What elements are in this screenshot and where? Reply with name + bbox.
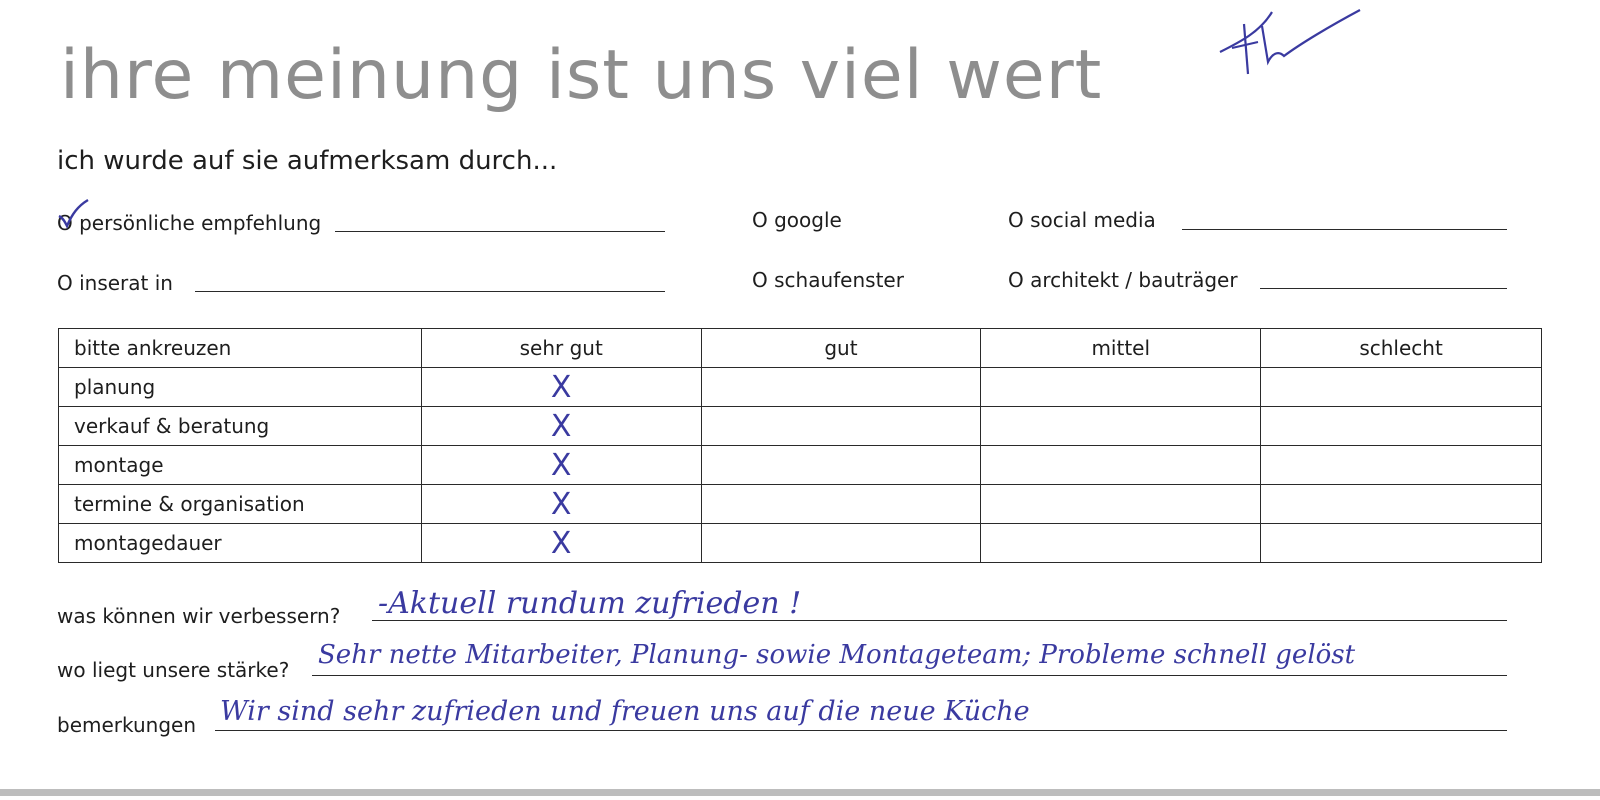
option-advertisement[interactable] <box>57 271 173 295</box>
rating-row-montagedauer <box>59 524 1542 563</box>
form-title: ihre meinung ist uns viel wert <box>60 36 1103 115</box>
rating-cell-medium[interactable] <box>981 368 1261 407</box>
rating-cell-bad[interactable] <box>1261 485 1542 524</box>
rating-row-verkauf <box>59 407 1542 446</box>
rating-header-bad: schlecht <box>1261 329 1542 368</box>
rating-cell-very-good[interactable] <box>421 485 701 524</box>
rating-row-termine <box>59 485 1542 524</box>
option-label: O persönliche empfehlung <box>57 211 322 235</box>
rating-row-montage <box>59 446 1542 485</box>
checkmark-icon <box>56 198 90 236</box>
option-label: O architekt / bauträger <box>1008 268 1238 292</box>
rating-row-planung <box>59 368 1542 407</box>
option-label: O schaufenster <box>752 268 904 292</box>
cross-mark-icon: X <box>550 369 572 405</box>
question-strength-answer: Sehr nette Mitarbeiter, Planung- sowie Montageteam; Probleme schnell gelöst <box>318 640 1356 670</box>
rating-cell-good[interactable] <box>701 368 981 407</box>
rating-cell-bad[interactable] <box>1261 407 1542 446</box>
rating-row-label: verkauf & beratung <box>59 407 422 446</box>
architect-line[interactable] <box>1260 288 1507 289</box>
option-label: O inserat in <box>57 271 173 295</box>
question-improve-label: was können wir verbessern? <box>57 604 341 628</box>
rating-row-label: montagedauer <box>59 524 422 563</box>
option-label: O google <box>752 208 842 232</box>
option-social-media[interactable] <box>1008 208 1156 232</box>
personal-recommendation-line[interactable] <box>335 231 665 232</box>
source-heading: ich wurde auf sie aufmerksam durch... <box>57 146 558 176</box>
question-strength-line[interactable] <box>312 675 1507 676</box>
rating-row-label: termine & organisation <box>59 485 422 524</box>
rating-cell-very-good[interactable] <box>421 446 701 485</box>
handwritten-initials <box>1210 4 1370 88</box>
rating-cell-bad[interactable] <box>1261 446 1542 485</box>
rating-header-row <box>59 329 1542 368</box>
rating-cell-medium[interactable] <box>981 446 1261 485</box>
rating-header-instruction: bitte ankreuzen <box>59 329 422 368</box>
question-remarks-label: bemerkungen <box>57 713 197 737</box>
rating-cell-very-good[interactable] <box>421 524 701 563</box>
rating-row-label: montage <box>59 446 422 485</box>
rating-cell-bad[interactable] <box>1261 368 1542 407</box>
rating-row-label: planung <box>59 368 422 407</box>
question-improve-answer: -Aktuell rundum zufrieden ! <box>378 586 802 621</box>
question-strength-label: wo liegt unsere stärke? <box>57 658 290 682</box>
cross-mark-icon: X <box>550 525 572 561</box>
rating-cell-bad[interactable] <box>1261 524 1542 563</box>
option-personal-recommendation[interactable] <box>57 211 321 235</box>
rating-cell-good[interactable] <box>701 485 981 524</box>
rating-cell-very-good[interactable] <box>421 407 701 446</box>
rating-cell-medium[interactable] <box>981 485 1261 524</box>
cross-mark-icon: X <box>550 408 572 444</box>
rating-cell-very-good[interactable] <box>421 368 701 407</box>
rating-cell-good[interactable] <box>701 524 981 563</box>
cross-mark-icon: X <box>550 486 572 522</box>
rating-cell-good[interactable] <box>701 407 981 446</box>
rating-table <box>58 328 1542 563</box>
rating-cell-medium[interactable] <box>981 407 1261 446</box>
rating-cell-good[interactable] <box>701 446 981 485</box>
cross-mark-icon: X <box>550 447 572 483</box>
option-architect[interactable] <box>1008 268 1238 292</box>
option-google[interactable] <box>752 208 842 232</box>
option-shop-window[interactable] <box>752 268 904 292</box>
question-remarks-answer: Wir sind sehr zufrieden und freuen uns auf die neue Küche <box>220 696 1030 727</box>
question-remarks-line[interactable] <box>215 730 1507 731</box>
rating-header-good: gut <box>701 329 981 368</box>
option-label: O social media <box>1008 208 1156 232</box>
rating-header-medium: mittel <box>981 329 1261 368</box>
rating-header-very-good: sehr gut <box>421 329 701 368</box>
social-media-line[interactable] <box>1182 229 1507 230</box>
rating-cell-medium[interactable] <box>981 524 1261 563</box>
scan-edge-bar <box>0 789 1600 796</box>
advertisement-line[interactable] <box>195 291 665 292</box>
